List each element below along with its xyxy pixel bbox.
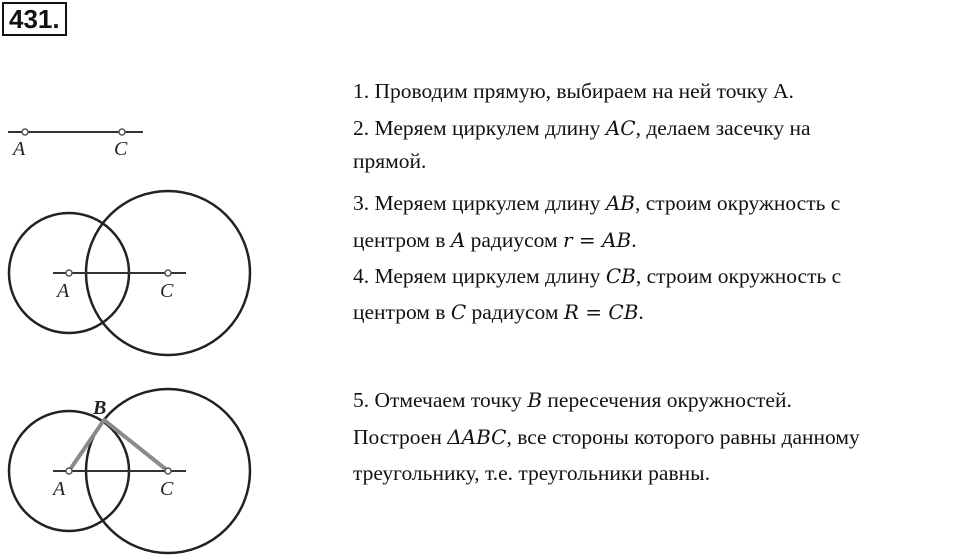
step-1-text: 1. Проводим прямую, выбираем на ней точку А.: [353, 79, 794, 103]
step-2-text-end: прямой.: [353, 149, 427, 173]
step-1: [353, 74, 794, 108]
step-5-text: 5. Отмечаем точку: [353, 388, 528, 412]
math-ab: AB: [605, 191, 635, 215]
step-4-line-2: [353, 295, 644, 329]
step-4-line-1: [353, 259, 841, 293]
point-c: [119, 129, 125, 135]
math-b: B: [527, 388, 543, 412]
step-5-conclusion: треугольнику, т.е. треугольники равны.: [353, 461, 710, 485]
step-5-built-text: Построен: [353, 425, 448, 449]
math-r-eq-ab: r = AB: [563, 228, 632, 252]
label-c: C: [160, 478, 174, 500]
step-3-period: .: [631, 228, 637, 252]
step-5-sides-text: , все стороны которого равны данному: [506, 425, 860, 449]
label-c: C: [160, 280, 174, 302]
step-3-radius-text: радиусом: [465, 228, 563, 252]
step-4-text-cont: , строим окружность с: [635, 264, 842, 288]
point-c: [165, 270, 171, 276]
triangle-sides: [69, 420, 168, 471]
problem-number: 431.: [2, 2, 67, 36]
math-triangle-abc: ΔABC: [447, 425, 507, 449]
step-3-line-2: [353, 223, 637, 257]
step-3-text-cont: , строим окружность с: [634, 191, 841, 215]
step-4-period: .: [638, 300, 644, 324]
step-3-line-1: [353, 186, 840, 220]
label-a: A: [53, 478, 66, 500]
step-3-center-text: центром в: [353, 228, 451, 252]
step-5-line-1: [353, 383, 792, 417]
step-5-line-3: [353, 456, 710, 490]
math-a: A: [450, 228, 466, 252]
step-5-text-cont: пересечения окружностей.: [542, 388, 792, 412]
step-4-center-text: центром в: [353, 300, 451, 324]
step-5-line-2: [353, 420, 860, 454]
math-c: C: [450, 300, 467, 324]
step-4-text: 4. Меряем циркулем длину: [353, 264, 606, 288]
step-2-line-1: [353, 111, 811, 145]
step-3-text: 3. Меряем циркулем длину: [353, 191, 606, 215]
step-2-line-2: [353, 144, 426, 178]
step-2-text-cont: , делаем засечку на: [635, 116, 811, 140]
step-4-radius-text: радиусом: [466, 300, 564, 324]
label-a: A: [13, 138, 26, 160]
point-a: [66, 468, 72, 474]
figure-two-circles: [9, 191, 250, 355]
point-a: [66, 270, 72, 276]
math-r-eq-cb: R = CB: [563, 300, 639, 324]
math-ac: AC: [605, 116, 636, 140]
point-c: [165, 468, 171, 474]
label-c: C: [114, 138, 128, 160]
figure-line-ac: [8, 129, 143, 160]
label-a: A: [57, 280, 70, 302]
point-a: [22, 129, 28, 135]
label-b: B: [93, 397, 107, 419]
step-2-text: 2. Меряем циркулем длину: [353, 116, 606, 140]
math-cb: CB: [605, 264, 636, 288]
figure-triangle: [9, 389, 250, 553]
